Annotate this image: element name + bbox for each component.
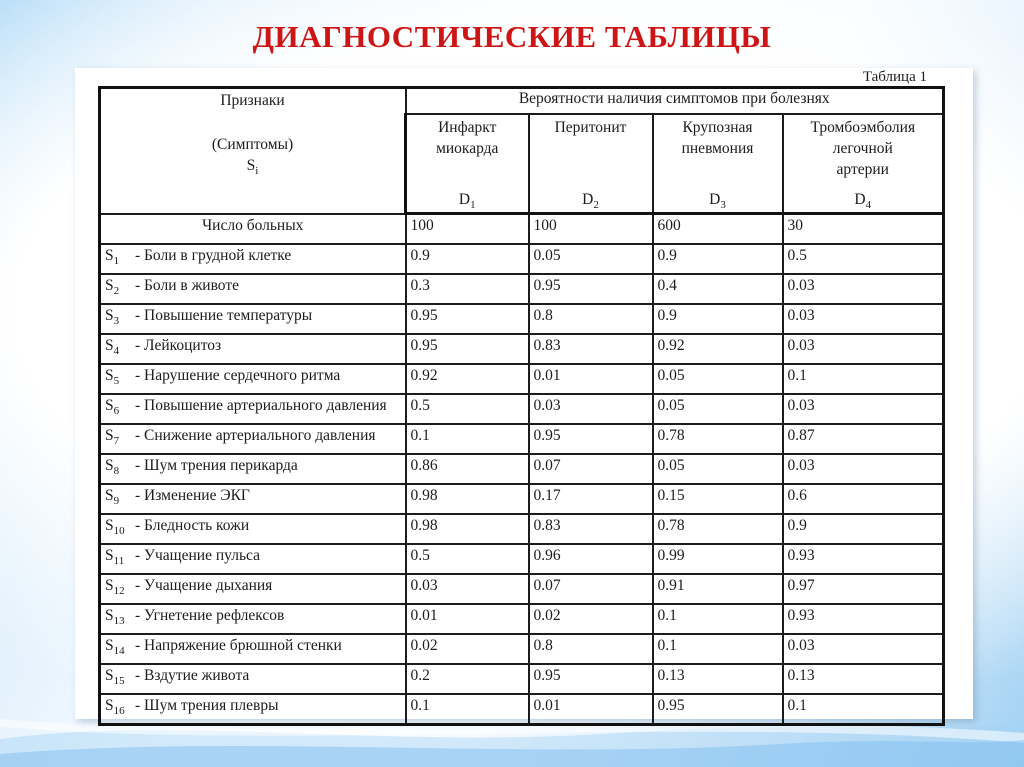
symptom-row-16: [100, 694, 944, 725]
symptom-row-15: [100, 664, 944, 694]
symptom-row-2: [100, 274, 944, 304]
value-cell: 0.5: [406, 394, 529, 424]
value-cell: 0.93: [783, 544, 944, 574]
value-cell: 0.9: [406, 244, 529, 274]
symptom-label: $S_2$ - Боли в животе: [100, 274, 406, 304]
value-cell: 0.99: [653, 544, 783, 574]
value-cell: 0.03: [783, 304, 944, 334]
value-cell: 0.1: [783, 694, 944, 725]
symptom-label: $S_9$ - Изменение ЭКГ: [100, 484, 406, 514]
value-cell: 0.03: [783, 394, 944, 424]
value-cell: 0.98: [406, 484, 529, 514]
value-cell: 0.96: [529, 544, 653, 574]
value-cell: 0.92: [406, 364, 529, 394]
symptom-row-10: [100, 514, 944, 544]
symptom-row-11: [100, 544, 944, 574]
value-cell: 0.15: [653, 484, 783, 514]
symptom-row-4: [100, 334, 944, 364]
symptom-row-9: [100, 484, 944, 514]
value-cell: 0.4: [653, 274, 783, 304]
content-card: [75, 68, 973, 719]
disease-symbol: $D_1$: [458, 191, 476, 212]
value-cell: 0.83: [529, 334, 653, 364]
value-cell: 0.8: [529, 634, 653, 664]
value-cell: 0.95: [653, 694, 783, 725]
value-cell: 0.1: [783, 364, 944, 394]
value-cell: 0.17: [529, 484, 653, 514]
value-cell: 0.5: [783, 244, 944, 274]
signs-column-header: [100, 88, 406, 214]
value-cell: 0.95: [529, 274, 653, 304]
value-cell: 100: [529, 214, 653, 245]
value-cell: 0.78: [653, 424, 783, 454]
symptom-label: $S_4$ - Лейкоцитоз: [100, 334, 406, 364]
value-cell: 0.01: [406, 604, 529, 634]
value-cell: 0.05: [653, 454, 783, 484]
signs-header-symbol: $S_i$: [246, 157, 259, 178]
value-cell: 0.03: [783, 274, 944, 304]
symptom-row-7: [100, 424, 944, 454]
value-cell: 0.03: [783, 634, 944, 664]
symptom-label: $S_{15}$ - Вздутие живота: [100, 664, 406, 694]
value-cell: 0.05: [653, 364, 783, 394]
disease-header-1: Инфаркт миокарда $D_1$: [406, 114, 529, 214]
value-cell: 0.9: [653, 304, 783, 334]
value-cell: 600: [653, 214, 783, 245]
symptom-row-13: [100, 604, 944, 634]
symptom-label: $S_1$ - Боли в грудной клетке: [100, 244, 406, 274]
value-cell: 0.5: [406, 544, 529, 574]
value-cell: 0.8: [529, 304, 653, 334]
disease-symbol: $D_2$: [582, 191, 599, 212]
disease-header-3: Крупозная пневмония $D_3$: [653, 114, 783, 214]
value-cell: 0.01: [529, 694, 653, 725]
value-cell: 0.03: [529, 394, 653, 424]
value-cell: 0.1: [653, 604, 783, 634]
value-cell: 0.1: [406, 424, 529, 454]
value-cell: 0.05: [529, 244, 653, 274]
symptom-label: $S_{10}$ - Бледность кожи: [100, 514, 406, 544]
signs-header-line2: (Симптомы): [211, 136, 294, 153]
symptom-label: $S_5$ - Нарушение сердечного ритма: [100, 364, 406, 394]
probabilities-group-header: Вероятности наличия симптомов при болезнях: [406, 88, 944, 115]
patients-count-row: [100, 214, 944, 245]
disease-symbol: $D_4$: [854, 191, 872, 212]
value-cell: 0.07: [529, 454, 653, 484]
value-cell: 0.95: [529, 424, 653, 454]
patients-count-label: Число больных: [100, 214, 406, 245]
value-cell: 0.02: [406, 634, 529, 664]
diagnostic-table: [98, 86, 945, 726]
value-cell: 0.9: [783, 514, 944, 544]
value-cell: 0.3: [406, 274, 529, 304]
value-cell: 0.03: [783, 334, 944, 364]
value-cell: 0.03: [783, 454, 944, 484]
value-cell: 0.1: [406, 694, 529, 725]
value-cell: 0.92: [653, 334, 783, 364]
symptom-label: $S_{11}$ - Учащение пульса: [100, 544, 406, 574]
value-cell: 0.13: [783, 664, 944, 694]
table-caption: Таблица 1: [862, 69, 927, 85]
symptom-row-6: [100, 394, 944, 424]
symptom-label: $S_6$ - Повышение артериального давления: [100, 394, 406, 424]
value-cell: 0.07: [529, 574, 653, 604]
value-cell: 0.98: [406, 514, 529, 544]
symptom-row-1: [100, 244, 944, 274]
value-cell: 0.1: [653, 634, 783, 664]
value-cell: 0.01: [529, 364, 653, 394]
symptom-row-8: [100, 454, 944, 484]
value-cell: 0.86: [406, 454, 529, 484]
value-cell: 0.13: [653, 664, 783, 694]
symptom-row-5: [100, 364, 944, 394]
value-cell: 0.95: [406, 304, 529, 334]
value-cell: 0.87: [783, 424, 944, 454]
symptom-label: $S_3$ - Повышение температуры: [100, 304, 406, 334]
value-cell: 30: [783, 214, 944, 245]
symptom-row-3: [100, 304, 944, 334]
symptom-label: $S_{13}$ - Угнетение рефлексов: [100, 604, 406, 634]
disease-header-4: Тромбоэмболия легочной артерии $D_4$: [783, 114, 944, 214]
value-cell: 0.93: [783, 604, 944, 634]
page-title: ДИАГНОСТИЧЕСКИЕ ТАБЛИЦЫ: [252, 19, 772, 54]
symptom-row-14: [100, 634, 944, 664]
value-cell: 0.83: [529, 514, 653, 544]
value-cell: 0.03: [406, 574, 529, 604]
value-cell: 0.78: [653, 514, 783, 544]
symptom-label: $S_{12}$ - Учащение дыхания: [100, 574, 406, 604]
disease-header-2: Перитонит $D_2$: [529, 114, 653, 214]
disease-symbol: $D_3$: [709, 191, 726, 212]
value-cell: 0.02: [529, 604, 653, 634]
value-cell: 0.9: [653, 244, 783, 274]
symptom-label: $S_{16}$ - Шум трения плевры: [100, 694, 406, 725]
value-cell: 0.05: [653, 394, 783, 424]
value-cell: 0.95: [529, 664, 653, 694]
symptom-label: $S_{14}$ - Напряжение брюшной стенки: [100, 634, 406, 664]
value-cell: 100: [406, 214, 529, 245]
value-cell: 0.6: [783, 484, 944, 514]
symptom-label: $S_7$ - Снижение артериального давления: [100, 424, 406, 454]
symptom-label: $S_8$ - Шум трения перикарда: [100, 454, 406, 484]
value-cell: 0.2: [406, 664, 529, 694]
value-cell: 0.97: [783, 574, 944, 604]
value-cell: 0.91: [653, 574, 783, 604]
signs-header-line1: Признаки: [220, 92, 285, 109]
symptom-row-12: [100, 574, 944, 604]
table-header-row-1: [100, 88, 944, 115]
value-cell: 0.95: [406, 334, 529, 364]
